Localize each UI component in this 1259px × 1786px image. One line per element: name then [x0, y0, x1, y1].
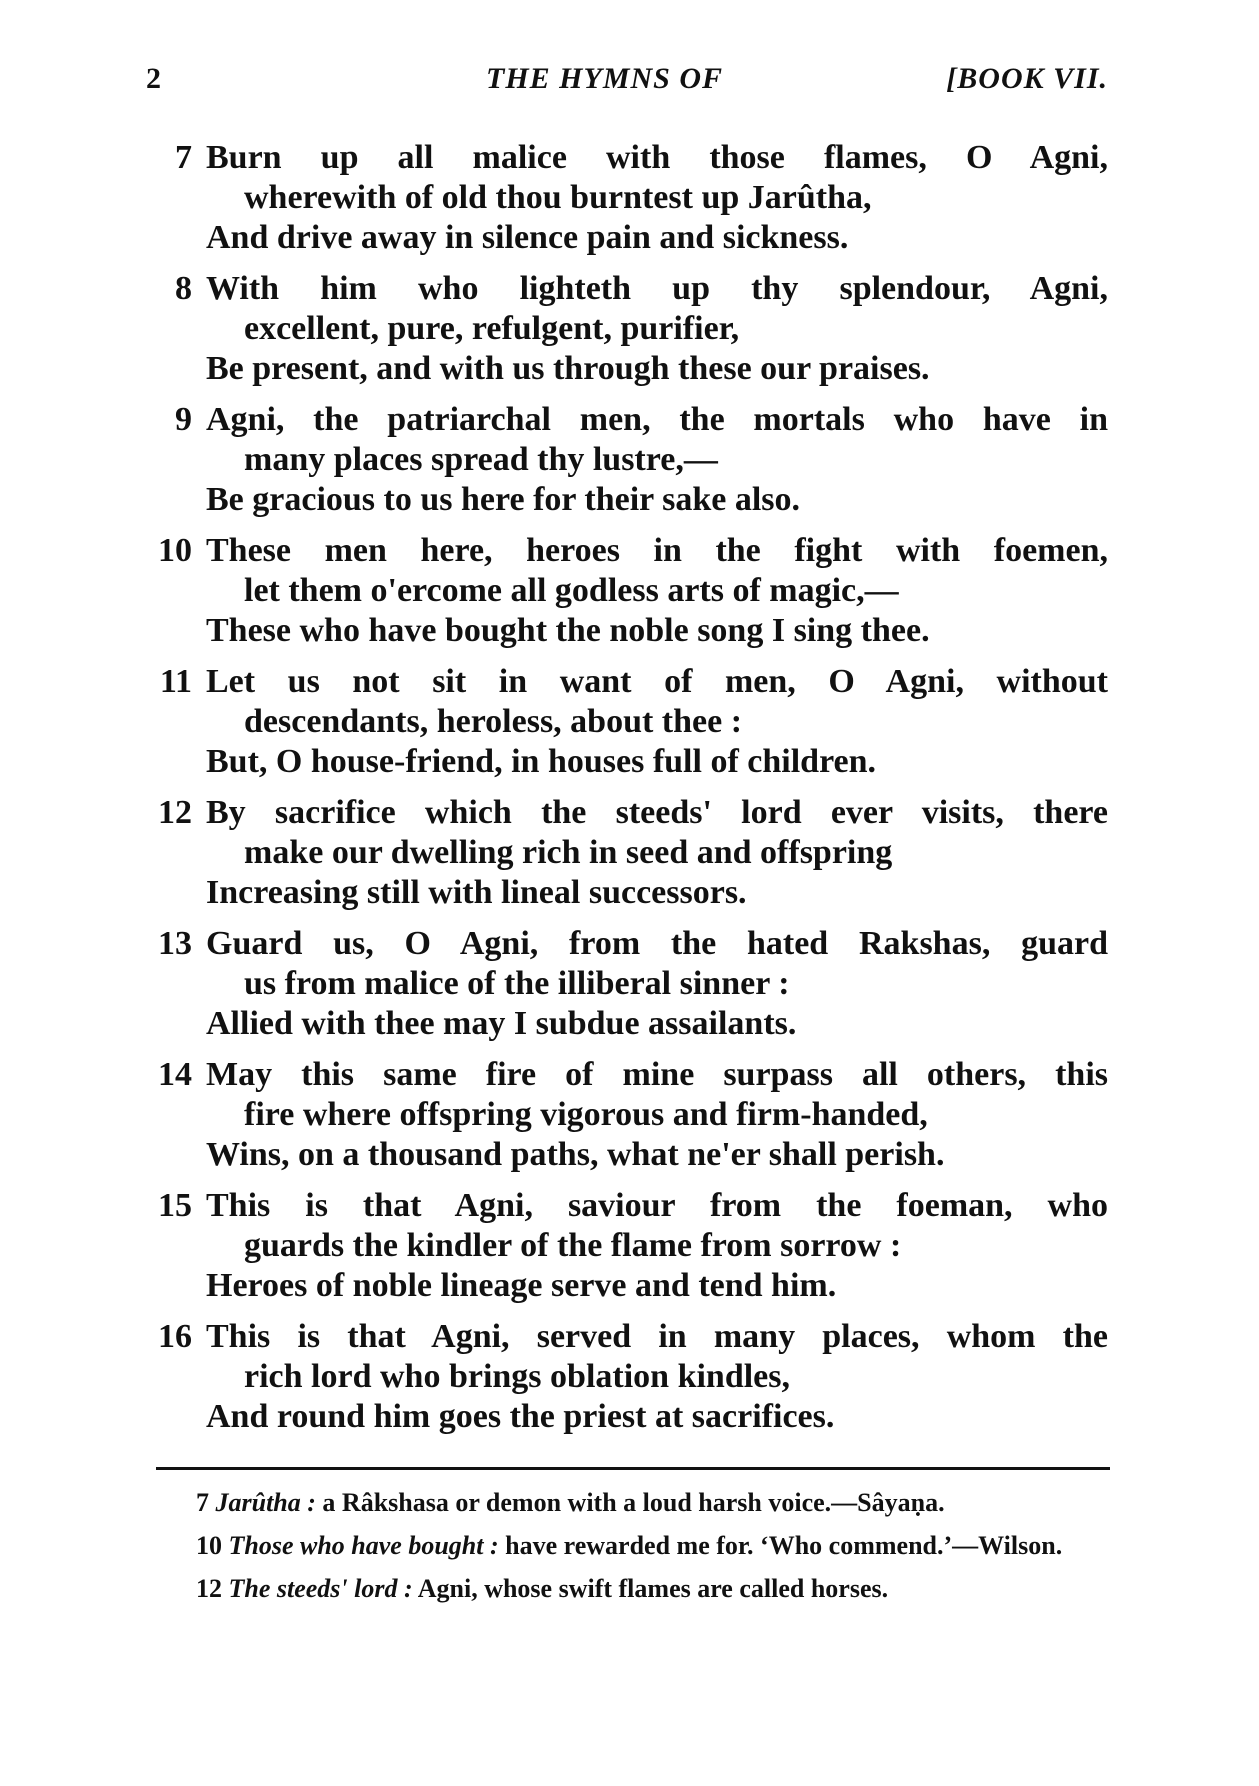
- verse-line: Guard us, O Agni, from the hated Rakshas, guard: [206, 925, 1108, 962]
- verse-line: This is that Agni, saviour from the foeman, who: [206, 1187, 1108, 1224]
- verse-line: us from malice of the illiberal sinner :: [244, 965, 790, 1002]
- verse-number: 13: [158, 925, 192, 962]
- verse-line: But, O house-friend, in houses full of children.: [206, 743, 877, 780]
- footnote-text: a Râkshasa or demon with a loud harsh voice.—Sâyaṇa.: [322, 1488, 945, 1517]
- verse-line: And drive away in silence pain and sickness.: [206, 219, 849, 256]
- verse-14: [146, 1055, 1108, 1175]
- verse-line: descendants, heroless, about thee :: [244, 703, 743, 740]
- verse-9: [146, 400, 1108, 520]
- verse-number: 7: [175, 139, 192, 176]
- verse-line: Allied with thee may I subdue assailants.: [206, 1005, 797, 1042]
- running-title: THE HYMNS OF: [486, 62, 724, 95]
- verse-line: These who have bought the noble song I sing thee.: [206, 612, 930, 649]
- footnote-number: 12: [196, 1574, 222, 1603]
- footnote-term: Jarûtha :: [215, 1488, 316, 1517]
- verse-line: Be gracious to us here for their sake also.: [206, 481, 801, 518]
- verse-line: Let us not sit in want of men, O Agni, without: [206, 663, 1108, 700]
- verse-line: rich lord who brings oblation kindles,: [244, 1358, 791, 1395]
- verse-line: May this same fire of mine surpass all others, this: [206, 1056, 1108, 1093]
- verse-line: many places spread thy lustre,—: [244, 441, 718, 478]
- footnote-divider: [156, 1467, 1110, 1470]
- verse-10: [146, 531, 1108, 651]
- footnote-text: Agni, whose swift flames are called horses.: [417, 1574, 889, 1603]
- footnote-number: 10: [196, 1531, 222, 1560]
- running-header: [146, 62, 1108, 102]
- verse-8: [146, 269, 1108, 389]
- verse-number: 16: [158, 1318, 192, 1355]
- footnote: [160, 1485, 1104, 1520]
- verse-line: Be present, and with us through these our praises.: [206, 350, 930, 387]
- verse-line: make our dwelling rich in seed and offspring: [244, 834, 893, 871]
- page-number: 2: [146, 62, 161, 95]
- verse-line: By sacrifice which the steeds' lord ever visits, there: [206, 794, 1108, 831]
- verse-15: [146, 1186, 1108, 1306]
- verse-list: [146, 138, 1108, 1448]
- verse-number: 15: [158, 1187, 192, 1224]
- book-label: [BOOK VII.: [946, 62, 1108, 95]
- verse-line: excellent, pure, refulgent, purifier,: [244, 310, 740, 347]
- verse-number: 10: [158, 532, 192, 569]
- footnote-text: have rewarded me for. ‘Who commend.’—Wilson.: [505, 1531, 1063, 1560]
- verse-line: Agni, the patriarchal men, the mortals who have in: [206, 401, 1108, 438]
- verse-number: 9: [175, 401, 192, 438]
- verse-line: guards the kindler of the flame from sorrow :: [244, 1227, 902, 1264]
- verse-line: This is that Agni, served in many places, whom the: [206, 1318, 1108, 1355]
- verse-line: wherewith of old thou burntest up Jarûtha,: [244, 179, 872, 216]
- verse-number: 11: [159, 663, 192, 700]
- footnote: [160, 1571, 1104, 1606]
- verse-13: [146, 924, 1108, 1044]
- verse-line: And round him goes the priest at sacrifices.: [206, 1398, 835, 1435]
- verse-16: [146, 1317, 1108, 1437]
- verse-12: [146, 793, 1108, 913]
- footnote-number: 7: [196, 1488, 209, 1517]
- verse-7: [146, 138, 1108, 258]
- verse-line: These men here, heroes in the fight with foemen,: [206, 532, 1108, 569]
- footnote-term: The steeds' lord :: [228, 1574, 413, 1603]
- verse-number: 8: [175, 270, 192, 307]
- verse-number: 12: [158, 794, 192, 831]
- verse-line: fire where offspring vigorous and firm-handed,: [244, 1096, 928, 1133]
- verse-line: let them o'ercome all godless arts of magic,—: [244, 572, 899, 609]
- verse-line: Heroes of noble lineage serve and tend him.: [206, 1267, 837, 1304]
- verse-line: Wins, on a thousand paths, what ne'er shall perish.: [206, 1136, 945, 1173]
- verse-line: Burn up all malice with those flames, O Agni,: [206, 139, 1108, 176]
- verse-number: 14: [158, 1056, 192, 1093]
- verse-line: With him who lighteth up thy splendour, Agni,: [206, 270, 1108, 307]
- verse-11: [146, 662, 1108, 782]
- verse-line: Increasing still with lineal successors.: [206, 874, 747, 911]
- footnote-term: Those who have bought :: [228, 1531, 499, 1560]
- footnotes: [160, 1485, 1104, 1614]
- footnote: [160, 1528, 1104, 1563]
